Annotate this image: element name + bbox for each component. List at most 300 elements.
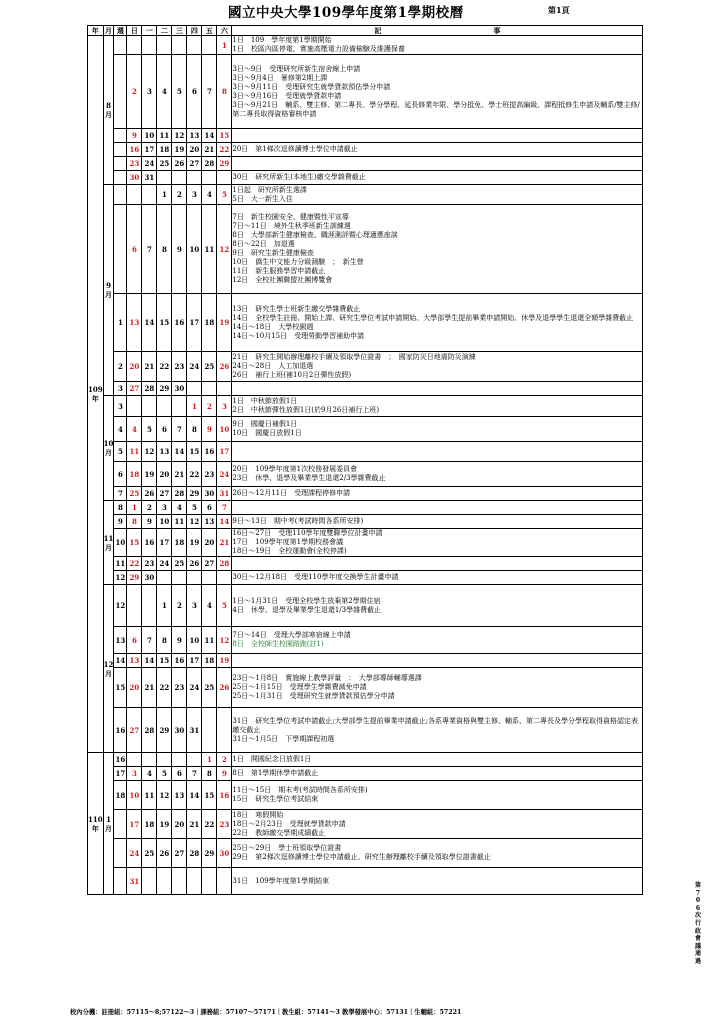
date-cell: 9 — [142, 515, 157, 529]
week-number-cell: 3 — [114, 396, 127, 417]
date-cell: 29 — [187, 487, 202, 501]
date-cell: 28 — [217, 557, 232, 571]
event-notes-cell — [232, 352, 643, 382]
date-cell: 24 — [127, 839, 142, 868]
date-cell: 7 — [142, 205, 157, 294]
date-cell: 4 — [127, 417, 142, 442]
calendar-row — [88, 708, 643, 753]
calendar-row — [88, 557, 643, 571]
date-cell — [127, 753, 142, 767]
event-notes-cell — [232, 36, 643, 55]
event-note: 1日 開國紀念日放假1日 — [232, 755, 312, 763]
date-cell: 29 — [217, 157, 232, 171]
event-notes-cell — [232, 781, 643, 810]
date-cell — [142, 585, 157, 627]
date-cell — [217, 571, 232, 585]
event-note: 1日 中秋節放假1日 — [232, 397, 298, 405]
event-note: 25日～1月15日 受理學生學雜費減免申請 — [232, 683, 367, 691]
date-cell: 9 — [172, 627, 187, 654]
date-cell: 31 — [127, 868, 142, 895]
month-cell: 1 月 — [103, 753, 114, 895]
calendar-row — [88, 36, 643, 55]
date-cell — [157, 36, 172, 55]
event-note: 25日～1月31日 受理研究生就學貸款預估學分申請 — [232, 692, 395, 700]
weekday-header: 四 — [187, 26, 202, 36]
date-cell — [202, 382, 217, 396]
date-cell: 21 — [142, 352, 157, 382]
date-cell: 28 — [172, 487, 187, 501]
date-cell — [142, 396, 157, 417]
week-number-cell — [114, 157, 127, 171]
event-notes-cell — [232, 294, 643, 352]
notes-column-header: 記 事 — [232, 26, 643, 36]
date-cell: 20 — [157, 462, 172, 487]
date-cell: 5 — [187, 501, 202, 515]
date-cell: 20 — [127, 352, 142, 382]
date-cell: 19 — [217, 654, 232, 668]
event-note: 3日～9月11日 受理研究生就學貸款預估學分申請 — [232, 82, 391, 91]
event-notes-cell — [232, 668, 643, 708]
date-cell: 18 — [142, 810, 157, 839]
week-number-cell — [114, 129, 127, 143]
event-notes-cell — [232, 55, 643, 129]
date-cell: 13 — [127, 294, 142, 352]
date-cell: 19 — [187, 529, 202, 557]
date-cell: 25 — [172, 557, 187, 571]
calendar-row — [88, 585, 643, 627]
event-note: 10日 僑生中文能力分級測驗 ； 新生營 — [232, 258, 364, 266]
date-cell: 27 — [202, 557, 217, 571]
calendar-row — [88, 382, 643, 396]
date-cell: 10 — [127, 781, 142, 810]
date-cell: 7 — [172, 417, 187, 442]
calendar-row — [88, 529, 643, 557]
date-cell: 13 — [172, 781, 187, 810]
date-cell: 15 — [202, 781, 217, 810]
event-note: 17日 109學年度第1學期校務會議 — [232, 538, 344, 546]
event-note: 11日 新生服務學習申請截止 — [232, 267, 326, 275]
date-cell: 3 — [157, 501, 172, 515]
date-cell: 15 — [187, 442, 202, 462]
date-cell: 16 — [142, 529, 157, 557]
event-notes-cell — [232, 529, 643, 557]
calendar-row — [88, 487, 643, 501]
date-cell: 10 — [187, 205, 202, 294]
event-notes-cell — [232, 442, 643, 462]
date-cell — [172, 753, 187, 767]
date-cell: 17 — [187, 654, 202, 668]
event-notes-cell — [232, 157, 643, 171]
weekday-header: 一 — [142, 26, 157, 36]
date-cell: 17 — [187, 294, 202, 352]
event-note: 3日～9月4日 暑修第2期上課 — [232, 73, 328, 82]
date-cell: 16 — [172, 654, 187, 668]
date-cell: 6 — [127, 205, 142, 294]
date-cell: 30 — [127, 171, 142, 185]
calendar-row — [88, 157, 643, 171]
date-cell — [172, 396, 187, 417]
date-cell: 4 — [202, 185, 217, 205]
date-cell: 2 — [202, 396, 217, 417]
event-notes-cell — [232, 515, 643, 529]
date-cell — [142, 36, 157, 55]
calendar-row — [88, 143, 643, 157]
week-number-cell: 12 — [114, 571, 127, 585]
weekday-header: 六 — [217, 26, 232, 36]
week-number-cell: 8 — [114, 501, 127, 515]
event-note: 7日～11日 境外生秋季班新生訓練週 — [232, 222, 351, 230]
date-cell: 28 — [142, 708, 157, 753]
date-cell: 15 — [157, 294, 172, 352]
event-note: 9日 國慶日補假1日 — [232, 420, 298, 428]
date-cell: 18 — [157, 143, 172, 157]
week-number-cell: 6 — [114, 462, 127, 487]
weekday-header: 日 — [127, 26, 142, 36]
date-cell: 14 — [217, 515, 232, 529]
date-cell: 17 — [142, 143, 157, 157]
calendar-row — [88, 668, 643, 708]
week-number-cell — [114, 205, 127, 294]
date-cell: 13 — [127, 654, 142, 668]
event-note: 9日 研究生新生健康檢查 — [232, 249, 314, 257]
date-cell: 14 — [172, 442, 187, 462]
date-cell: 12 — [142, 442, 157, 462]
date-cell — [157, 753, 172, 767]
date-cell: 13 — [157, 442, 172, 462]
event-notes-cell — [232, 753, 643, 767]
week-number-cell: 9 — [114, 515, 127, 529]
event-notes-cell — [232, 767, 643, 781]
date-cell — [187, 382, 202, 396]
date-cell: 1 — [217, 36, 232, 55]
date-cell — [157, 571, 172, 585]
event-note: 14日 全校學生註冊、開始上課、研究生學位考試申請開始、大學部學生提前畢業申請開始、休學及退學學生退還全額學雜費截止 — [232, 313, 634, 322]
date-cell: 25 — [202, 352, 217, 382]
date-cell — [127, 185, 142, 205]
week-number-cell: 14 — [114, 654, 127, 668]
week-number-cell — [114, 810, 127, 839]
week-number-cell: 18 — [114, 781, 127, 810]
event-note: 20日 第1梯次逕修讀博士學位申請截止 — [232, 145, 358, 153]
date-cell — [127, 36, 142, 55]
calendar-row — [88, 185, 643, 205]
event-note: 25日～29日 學士班領取學位證書 — [232, 844, 342, 852]
week-column-header: 週 — [114, 26, 127, 36]
date-cell: 23 — [172, 352, 187, 382]
event-note: 18日～2月23日 受理就學貸款申請 — [232, 819, 346, 828]
date-cell: 28 — [187, 839, 202, 868]
week-number-cell: 1 — [114, 294, 127, 352]
event-note: 8日 大學部新生健康檢查、職涯測評暨心理適應座談 — [232, 231, 398, 239]
event-note: 16日～27日 受理110學年度雙聯學位計畫申請 — [232, 529, 383, 537]
date-cell: 3 — [217, 396, 232, 417]
date-cell: 14 — [142, 294, 157, 352]
date-cell: 10 — [157, 515, 172, 529]
date-cell: 30 — [217, 839, 232, 868]
calendar-row — [88, 171, 643, 185]
date-cell: 14 — [202, 129, 217, 143]
week-number-cell — [114, 839, 127, 868]
calendar-row — [88, 417, 643, 442]
event-note: 3日～9日 受理研究所新生宿舍線上申請 — [232, 64, 361, 73]
date-cell: 26 — [217, 352, 232, 382]
month-cell: 10 月 — [103, 396, 114, 501]
date-cell: 19 — [217, 294, 232, 352]
event-note: 23日 休學、退學及畢業學生退還2/3學雜費截止 — [232, 474, 386, 482]
month-cell: 8 月 — [103, 36, 114, 185]
date-cell: 23 — [142, 557, 157, 571]
date-cell: 16 — [202, 442, 217, 462]
date-cell: 20 — [127, 668, 142, 708]
date-cell: 24 — [187, 352, 202, 382]
date-cell: 6 — [172, 767, 187, 781]
year-column-header: 年 — [88, 26, 104, 36]
calendar-row — [88, 352, 643, 382]
week-number-cell: 10 — [114, 529, 127, 557]
calendar-row — [88, 654, 643, 668]
week-number-cell: 7 — [114, 487, 127, 501]
date-cell: 1 — [202, 753, 217, 767]
week-number-cell — [114, 55, 127, 129]
event-notes-cell — [232, 585, 643, 627]
event-notes-cell — [232, 396, 643, 417]
event-note: 14日～18日 大學校園週 — [232, 322, 314, 331]
date-cell: 29 — [157, 708, 172, 753]
date-cell — [187, 753, 202, 767]
date-cell: 27 — [127, 382, 142, 396]
date-cell: 24 — [142, 157, 157, 171]
date-cell — [127, 396, 142, 417]
date-cell: 26 — [217, 668, 232, 708]
date-cell: 23 — [172, 668, 187, 708]
date-cell: 25 — [202, 668, 217, 708]
event-note: 30日 研究所新生(本地生)繳交學雜費截止 — [232, 173, 366, 181]
calendar-row — [88, 462, 643, 487]
calendar-title: 國立中央大學109學年度第1學期校曆 — [228, 5, 464, 21]
date-cell: 3 — [127, 767, 142, 781]
week-number-cell — [114, 36, 127, 55]
event-note: 8日 全校師生校園路跑(註1) — [232, 640, 324, 648]
event-notes-cell — [232, 810, 643, 839]
date-cell: 2 — [172, 185, 187, 205]
date-cell: 23 — [127, 157, 142, 171]
date-cell: 21 — [217, 529, 232, 557]
date-cell: 30 — [202, 487, 217, 501]
date-cell: 12 — [187, 515, 202, 529]
event-note: 21日 研究生開始辦理離校手續及領取學位證書 ； 國家防災日地震防災演練 — [232, 353, 476, 361]
event-note: 18日 寒假開始 — [232, 810, 284, 819]
date-cell: 31 — [217, 487, 232, 501]
date-cell — [217, 708, 232, 753]
event-note: 2日 中秋節彈性放假1日(於9月26日補行上班) — [232, 406, 380, 414]
calendar-row — [88, 205, 643, 294]
date-cell: 5 — [142, 417, 157, 442]
week-number-cell: 2 — [114, 352, 127, 382]
event-notes-cell — [232, 571, 643, 585]
date-cell: 18 — [172, 529, 187, 557]
event-note: 3日～9月16日 受理就學貸款申請 — [232, 91, 342, 100]
date-cell: 17 — [127, 810, 142, 839]
date-cell — [172, 36, 187, 55]
date-cell — [142, 185, 157, 205]
date-cell: 9 — [217, 767, 232, 781]
event-note: 7日～14日 受理大學部寒宿線上申請 — [232, 631, 351, 639]
date-cell: 29 — [127, 571, 142, 585]
event-note: 1日～1月31日 受理全校學生放棄第2學期住宿 — [232, 596, 381, 605]
date-cell: 10 — [217, 417, 232, 442]
date-cell: 16 — [217, 781, 232, 810]
date-cell: 10 — [142, 129, 157, 143]
event-notes-cell — [232, 171, 643, 185]
date-cell: 29 — [157, 382, 172, 396]
event-note: 8日～22日 加退選 — [232, 240, 295, 248]
date-cell: 20 — [202, 529, 217, 557]
date-cell: 15 — [127, 529, 142, 557]
date-cell: 6 — [187, 55, 202, 129]
date-cell: 31 — [142, 171, 157, 185]
date-cell: 11 — [172, 515, 187, 529]
week-number-cell: 16 — [114, 708, 127, 753]
week-number-cell: 11 — [114, 557, 127, 571]
date-cell: 6 — [157, 417, 172, 442]
week-number-cell: 3 — [114, 382, 127, 396]
date-cell: 18 — [202, 654, 217, 668]
date-cell: 13 — [202, 515, 217, 529]
event-note: 31日 研究生學位考試申請截止;大學部學生提前畢業申請截止;各系專業資格與雙主修、輔系、第二專長及學分學程取得資格認定表繳交截止 — [232, 716, 638, 734]
event-note: 1日起 研究所新生選課 — [232, 185, 307, 194]
event-note: 23日～1月8日 實施線上教學評量 ： 大學部導師輔導選課 — [232, 674, 422, 682]
week-number-cell: 16 — [114, 753, 127, 767]
weekday-header: 二 — [157, 26, 172, 36]
date-cell: 10 — [187, 627, 202, 654]
calendar-row — [88, 781, 643, 810]
date-cell: 28 — [202, 157, 217, 171]
date-cell: 15 — [217, 129, 232, 143]
date-cell: 29 — [202, 839, 217, 868]
event-notes-cell — [232, 654, 643, 668]
date-cell — [157, 396, 172, 417]
date-cell: 18 — [202, 294, 217, 352]
date-cell: 21 — [202, 143, 217, 157]
calendar-row — [88, 753, 643, 767]
page-number: 第1頁 — [548, 5, 570, 15]
calendar-row — [88, 839, 643, 868]
extension-numbers-footer: 校內分機：註冊組：57115～8;57122～3｜課務組：57107～57171｜教生組：57141～3 教學發展中心：57131｜生輔組：57221 — [70, 1009, 462, 1016]
event-notes-cell — [232, 557, 643, 571]
date-cell: 19 — [157, 810, 172, 839]
date-cell: 11 — [202, 205, 217, 294]
date-cell: 4 — [157, 55, 172, 129]
event-note: 3日～9月21日 輔系、雙主修、第二專長、學分學程、延長修業年限、學分抵免、學士班提高編級、課程抵修生申請及輔系/雙主修/第二專長取得資格審核申請 — [232, 100, 640, 118]
event-notes-cell — [232, 143, 643, 157]
year-cell: 110 年 — [88, 753, 104, 895]
date-cell: 26 — [157, 839, 172, 868]
event-notes-cell — [232, 839, 643, 868]
event-note: 29日 第2梯次逕修讀博士學位申請截止、研究生辦理離校手續及領取學位證書截止 — [232, 853, 491, 861]
date-cell: 5 — [172, 55, 187, 129]
date-cell: 7 — [187, 767, 202, 781]
date-cell: 1 — [157, 585, 172, 627]
date-cell: 11 — [157, 129, 172, 143]
month-cell: 9 月 — [103, 185, 114, 396]
calendar-row — [88, 55, 643, 129]
date-cell: 2 — [172, 585, 187, 627]
week-number-cell: 13 — [114, 627, 127, 654]
event-note: 4日 休學、退學及畢業學生退還1/3學雜費截止 — [232, 605, 382, 614]
date-cell: 16 — [172, 294, 187, 352]
date-cell: 12 — [172, 129, 187, 143]
event-note: 30日～12月18日 受理110學年度交換學生計畫申請 — [232, 573, 399, 581]
date-cell: 14 — [142, 654, 157, 668]
date-cell — [187, 171, 202, 185]
date-cell: 22 — [217, 143, 232, 157]
date-cell: 5 — [157, 767, 172, 781]
date-cell: 23 — [217, 810, 232, 839]
date-cell — [187, 36, 202, 55]
date-cell: 27 — [127, 708, 142, 753]
event-notes-cell — [232, 868, 643, 895]
date-cell — [202, 171, 217, 185]
date-cell: 24 — [157, 557, 172, 571]
event-note: 31日 109學年度第1學期結束 — [232, 876, 330, 885]
event-note: 7日 新生校園安全、健康暨性平宣導 — [232, 213, 349, 221]
date-cell: 26 — [172, 157, 187, 171]
date-cell: 21 — [187, 810, 202, 839]
date-cell: 2 — [217, 753, 232, 767]
weekday-header: 五 — [202, 26, 217, 36]
date-cell — [187, 868, 202, 895]
date-cell: 8 — [187, 417, 202, 442]
date-cell: 11 — [142, 781, 157, 810]
date-cell — [202, 868, 217, 895]
date-cell: 22 — [157, 352, 172, 382]
date-cell: 7 — [202, 55, 217, 129]
week-number-cell — [114, 185, 127, 205]
date-cell: 9 — [127, 129, 142, 143]
approval-note: 第 7 0 6 次 行 政 會 議 通 過 — [694, 882, 701, 965]
date-cell: 23 — [202, 462, 217, 487]
date-cell: 25 — [142, 839, 157, 868]
event-note: 13日 研究生學士班新生繳交學雜費截止 — [232, 304, 361, 313]
date-cell: 14 — [187, 781, 202, 810]
calendar-row — [88, 810, 643, 839]
event-note: 1日 109 學年度第1學期開始 — [232, 36, 332, 44]
date-cell: 12 — [217, 205, 232, 294]
calendar-row — [88, 294, 643, 352]
date-cell — [217, 868, 232, 895]
calendar-row — [88, 396, 643, 417]
date-cell: 8 — [157, 627, 172, 654]
column-header-row — [88, 26, 643, 36]
date-cell: 11 — [127, 442, 142, 462]
week-number-cell: 5 — [114, 442, 127, 462]
date-cell: 20 — [187, 143, 202, 157]
date-cell: 8 — [202, 767, 217, 781]
date-cell: 7 — [142, 627, 157, 654]
date-cell — [202, 36, 217, 55]
date-cell: 18 — [127, 462, 142, 487]
date-cell: 5 — [217, 585, 232, 627]
date-cell: 25 — [157, 157, 172, 171]
event-notes-cell — [232, 708, 643, 753]
date-cell: 3 — [142, 55, 157, 129]
date-cell: 19 — [172, 143, 187, 157]
date-cell: 2 — [142, 501, 157, 515]
date-cell — [202, 571, 217, 585]
event-note: 12日 全校社團聯盟社團博覽會 — [232, 276, 333, 284]
week-number-cell: 12 — [114, 585, 127, 627]
month-column-header: 月 — [105, 26, 112, 35]
